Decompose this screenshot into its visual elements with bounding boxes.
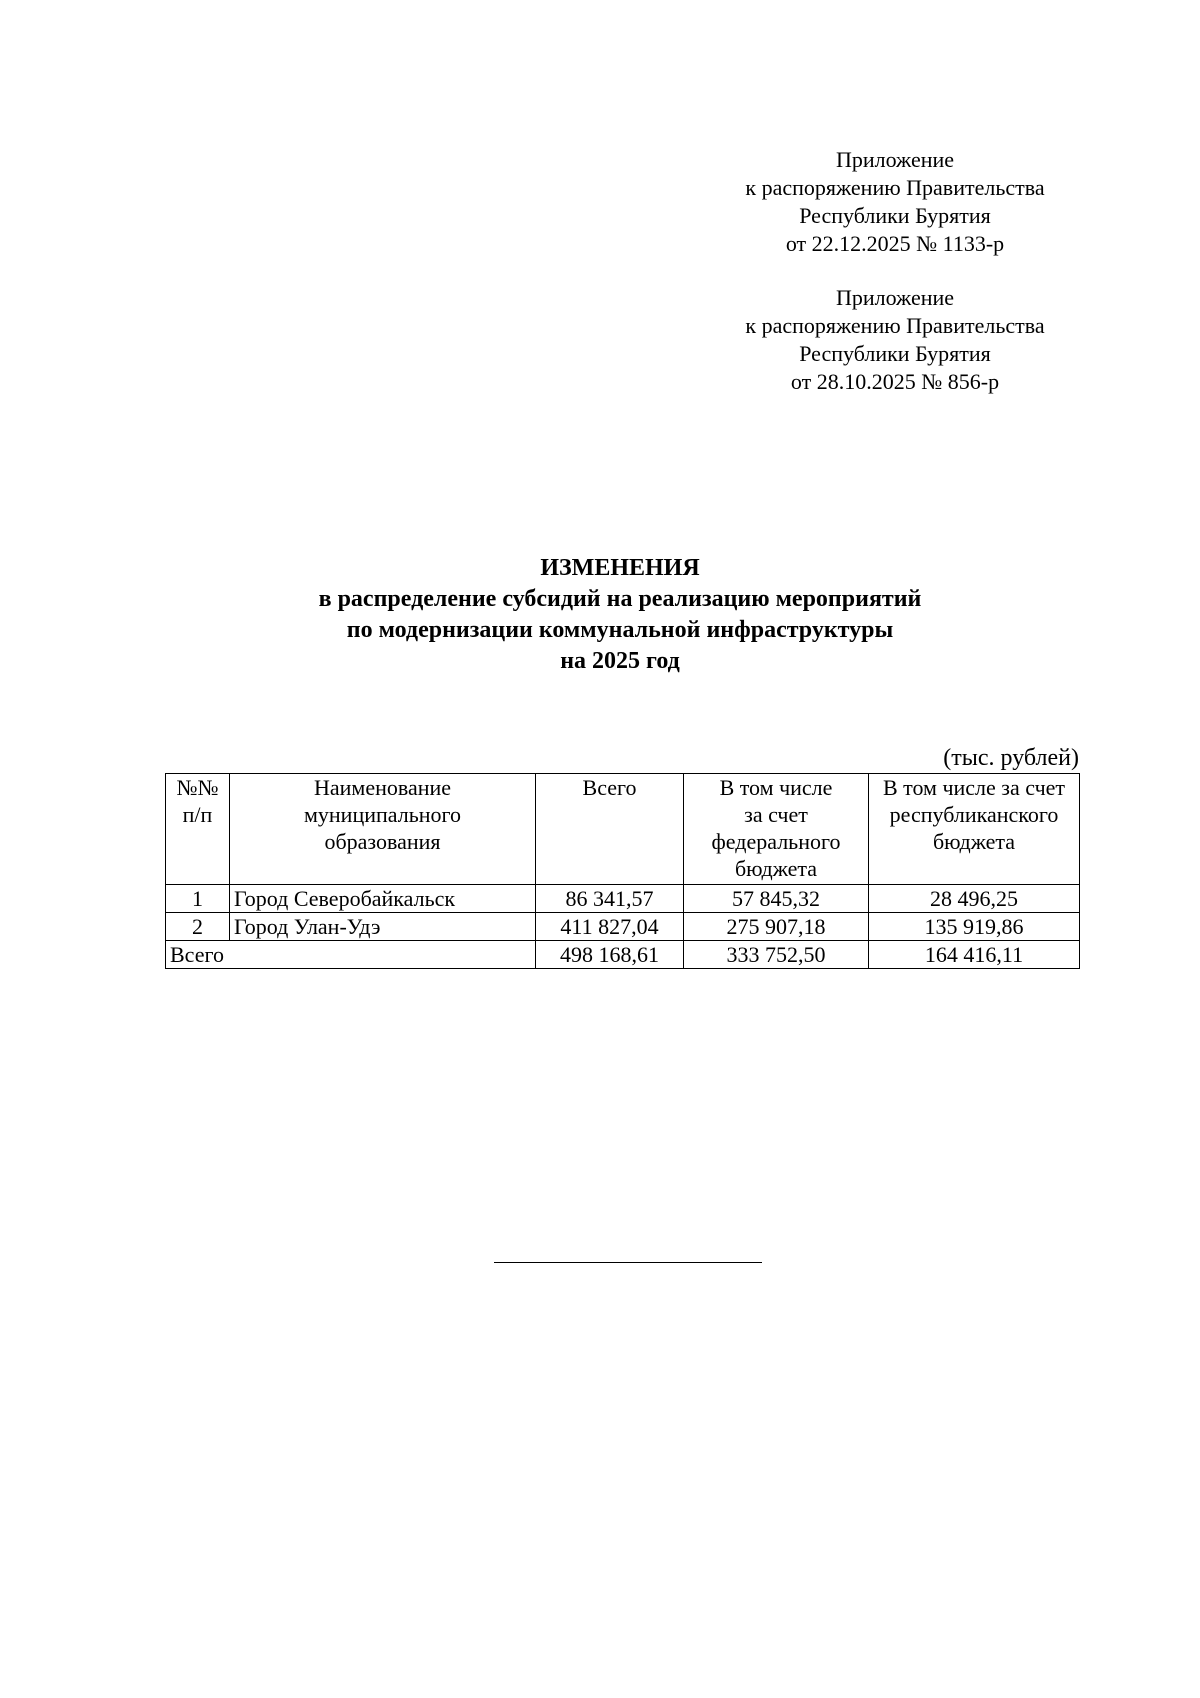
totals-total: 498 168,61 (536, 941, 684, 969)
title-line: на 2025 год (560, 648, 680, 674)
attachment-line: Приложение (835, 147, 955, 172)
title-line: в распределение субсидий на реализацию мероприятий (318, 586, 922, 612)
row-number: 1 (166, 885, 230, 913)
attachment-line: Республики Бурятия (799, 341, 991, 366)
table-totals-row (166, 941, 1080, 969)
attachment-header-original (720, 284, 1070, 396)
table-row (166, 885, 1080, 913)
attachment-line: Приложение (835, 285, 955, 310)
totals-republic: 164 416,11 (869, 941, 1080, 969)
header-total: Всего (536, 774, 684, 885)
attachment-line: от 28.10.2025 № 856-р (790, 369, 1000, 394)
title-heading: ИЗМЕНЕНИЯ (540, 555, 700, 581)
table-row (166, 913, 1080, 941)
row-federal: 275 907,18 (684, 913, 869, 941)
units-label: (тыс. рублей) (943, 745, 1079, 771)
attachment-line: Республики Бурятия (799, 203, 991, 228)
subsidy-table (165, 773, 1080, 969)
row-municipality: Город Улан-Удэ (230, 913, 536, 941)
row-total: 86 341,57 (536, 885, 684, 913)
attachment-header-current (720, 146, 1070, 258)
header-republic: В том числе за счет республиканского бюджета (869, 774, 1080, 885)
row-republic: 28 496,25 (869, 885, 1080, 913)
totals-label: Всего (166, 941, 536, 969)
row-federal: 57 845,32 (684, 885, 869, 913)
attachment-line: к распоряжению Правительства (745, 175, 1045, 200)
table-header-row (166, 774, 1080, 885)
title-line: по модернизации коммунальной инфраструктуры (346, 617, 894, 643)
document-title (0, 553, 1200, 677)
closing-divider-line (494, 1262, 762, 1263)
attachment-line: от 22.12.2025 № 1133-р (785, 231, 1005, 256)
header-federal: В том числе за счет федерального бюджета (684, 774, 869, 885)
header-number: №№ п/п (166, 774, 230, 885)
row-municipality: Город Северобайкальск (230, 885, 536, 913)
row-total: 411 827,04 (536, 913, 684, 941)
row-republic: 135 919,86 (869, 913, 1080, 941)
row-number: 2 (166, 913, 230, 941)
header-municipality: Наименование муниципального образования (230, 774, 536, 885)
attachment-line: к распоряжению Правительства (745, 313, 1045, 338)
totals-federal: 333 752,50 (684, 941, 869, 969)
